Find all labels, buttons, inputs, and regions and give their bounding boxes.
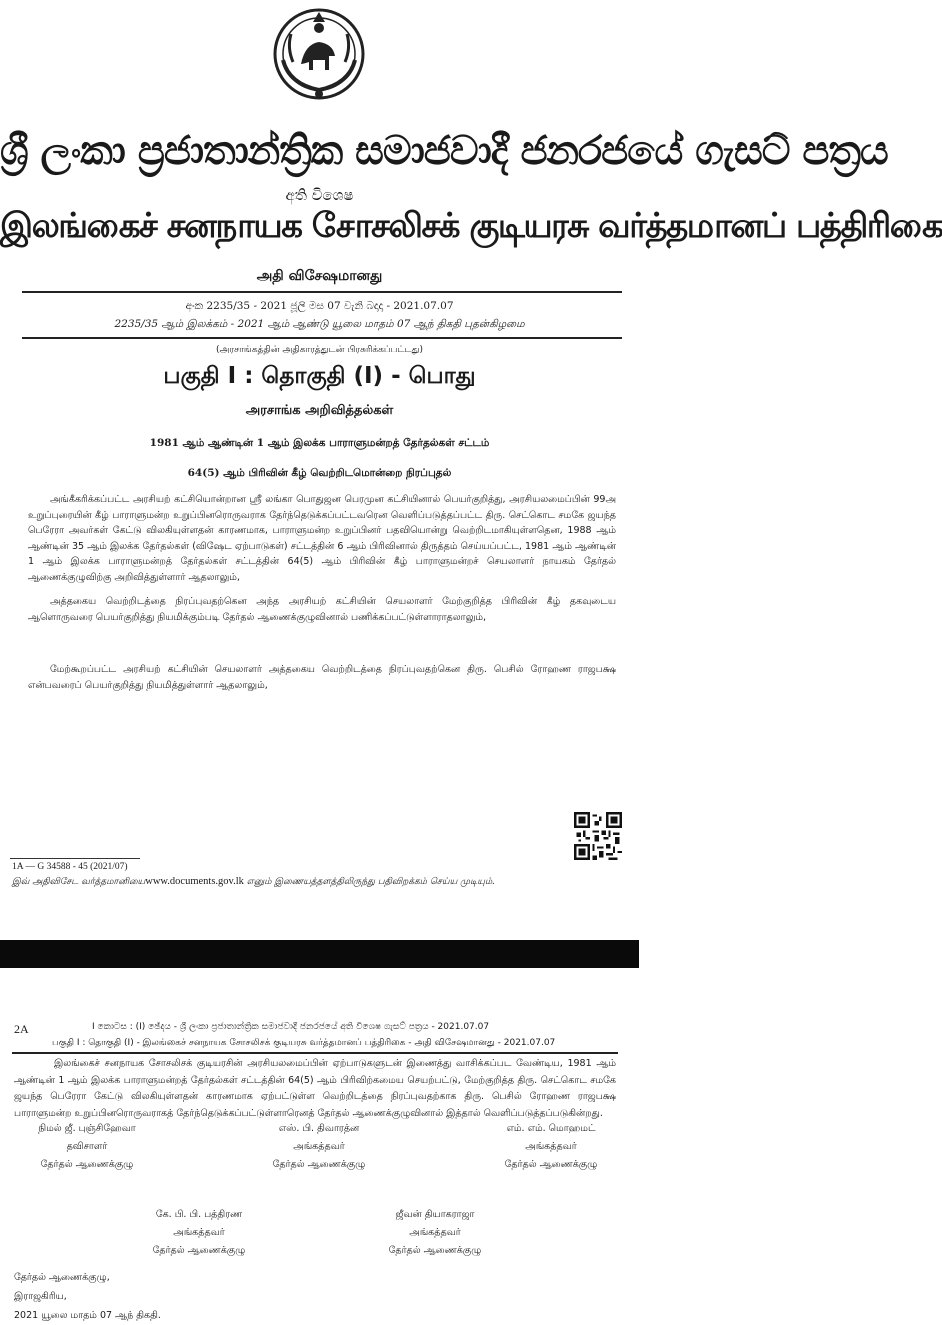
notice-paragraph: மேற்கூறப்பட்ட அரசியற் கட்சியின் செயலாளர் அத்தகைய வெற்றிடத்தை நிரப்புவதற்கென திரு. பெசில் ரோஹண ராஜபக்ஷ என்பவரைப் பெயர்குறித்து நியமித்துள்ளார் ஆதலாலும், xyxy=(28,664,616,691)
divider xyxy=(12,1052,618,1054)
divider xyxy=(22,337,622,339)
notice-paragraph: அங்கீகரிக்கப்பட்ட அரசியற் கட்சியொன்றான ஸ்ரீ லங்கா பொதுஜன பெரமுன கட்சியினால் பெயர்குறித்து, அரசியலமைப்பின் 99அ உறுப்புரையின் கீழ் பாராளுமன்ற உறுப்பினரொருவராக தேர்ந்தெடுக்கப்பட்டவரென வெளிப்படுத்தப்பட்ட திரு. செட்கொட சமகே ஜயந்த பெரேரா அவர்கள் கேட்டு விலகியுள்ளதன் காரணமாக, பாராளுமன்ற உறுப்பினர் பதவியொன்று வெற்றிடமாகியுள்ளதென, 1988 ஆம் ஆண்டின் 35 ஆம் இலக்க தேர்தல்கள் (விஷேட ஏற்பாடுகள்) சட்டத்தின் 6 ஆம் பிரிவினால் திருத்தம் செய்யப்பட்ட, 1981 ஆம் ஆண்டின் 1 ஆம் இலக்க பாராளுமன்றத் தேர்தல்கள் சட்டத்தின் 64(5) ஆம் பிரிவின் கீழ் பாராளுமன்றச் செயலாளர் நாயகம் தேர்தல் ஆணைக்குழுவிற்கு அறிவித்துள்ளார் ஆதலாலும், xyxy=(28,494,616,583)
signatory-title: அங்கத்தவர் xyxy=(293,1141,345,1152)
closing-block xyxy=(14,1268,161,1325)
declaration-paragraph: இலங்கைச் சனநாயக சோசலிசக் குடியரசின் அரசியலமைப்பின் ஏற்பாடுகளுடன் இணைத்து வாசிக்கப்பட வேண்டிய, 1981 ஆம் ஆண்டின் 1 ஆம் இலக்க பாராளுமன்றத் தேர்தல்கள் சட்டத்தின் 64(5) ஆம் பிரிவிற்கமைய செயற்பட்டு, மேற்குறித்த திரு. செட்கொட சமகே ஜயந்த பெரேரா கேட்டு விலகியுள்ளதன் காரணமாக ஏற்பட்டுள்ள வெற்றிடத்தை நிரப்புவதற்காக திரு. பெசில் ரோஹண ராஜபக்ஷ பாராளுமன்ற உறுப்பினரொருவராகத் தேர்ந்தெடுக்கப்பட்டுள்ளாரெனத் தேர்தல் ஆணைக்குழுவினால் இத்தால் வெளிப்படுத்தப்படுகின்றது. xyxy=(14,1058,616,1119)
signatory-name: ஜீவன் தியாகராஜா xyxy=(395,1209,475,1220)
divider xyxy=(22,291,622,293)
signatory-body: தேர்தல் ஆணைக்குழு xyxy=(152,1245,246,1256)
closing-line: இராஜகிரிய, xyxy=(14,1291,67,1302)
signatory-name: நிமல் ஜீ. புஞ்சிஹேவா xyxy=(38,1123,136,1134)
running-header-sinhala: I කොටස : (I) ඡේදය - ශ්‍රී ලංකා ප්‍රජාතාන්ත්‍රික සමාජවාදී ජනරජයේ අති විශෙෂ ගැසට් පත්‍රය - 2021.07.07 xyxy=(92,1022,490,1032)
signatory xyxy=(466,1120,636,1174)
act-heading: 1981 ஆம் ஆண்டின் 1 ஆம் இலக்க பாராளுமன்றத் தேர்தல்கள் சட்டம் xyxy=(149,437,490,449)
qr-code-icon xyxy=(574,812,622,860)
signatory-name: கே. பி. பி. பத்திரண xyxy=(155,1209,243,1220)
authority-line: (அரசாங்கத்தின் அதிகாரத்துடன் பிரசுரிக்கப்பட்டது) xyxy=(216,345,423,355)
signatory-name: எஸ். பி. திவாரத்ன xyxy=(278,1123,360,1134)
signatory xyxy=(234,1120,404,1174)
closing-line: தேர்தல் ஆணைக்குழு, xyxy=(14,1272,110,1283)
footer-divider xyxy=(10,858,140,859)
page-separator xyxy=(0,940,639,968)
signatory-title: அங்கத்தவர் xyxy=(409,1227,461,1238)
download-note-text: இவ் அதிவிசேட வர்த்தமானியை xyxy=(12,877,146,887)
notices-heading: அரசாங்க அறிவித்தல்கள் xyxy=(245,403,394,418)
print-code: 1A — G 34588 - 45 (2021/07) xyxy=(12,862,128,872)
state-emblem xyxy=(269,4,369,104)
signatory xyxy=(2,1120,172,1174)
signatory-body: தேர்தல் ஆணைக்குழு xyxy=(272,1159,366,1170)
issue-line-tamil: 2235/35 ஆம் இலக்கம் - 2021 ஆம் ஆண்டு யூலை மாதம் 07 ஆந் திகதி புதன்கிழமை xyxy=(114,318,525,330)
signatory xyxy=(350,1206,520,1260)
signatory-body: தேர்தல் ஆணைக்குழு xyxy=(504,1159,598,1170)
signatory xyxy=(114,1206,284,1260)
notice-paragraph: அத்தகைய வெற்றிடத்தை நிரப்புவதற்கென அந்த அரசியற் கட்சியின் செயலாளர் மேற்குறித்த பிரிவின் கீழ் தகவுடைய ஆளொருவரை பெயர்குறித்து நியமிக்கும்படி தேர்தல் ஆணைக்குழுவினால் பணிக்கப்பட்டுள்ளாராதலாலும், xyxy=(28,596,616,623)
gazette-title-tamil: இலங்கைச் சனநாயக சோசலிசக் குடியரசு வர்த்தமானப் பத்திரிகை xyxy=(0,206,942,246)
running-header-tamil: பகுதி I : தொகுதி (I) - இலங்கைச் சனநாயக சோசலிசக் குடியரசு வர்த்தமானப் பத்திரிகை - அதி விசேஷமானது - 2021.07.07 xyxy=(52,1038,556,1048)
issue-line-sinhala: අංක 2235/35 - 2021 ජූලි මස 07 වැනි බදාදා - 2021.07.07 xyxy=(185,300,454,312)
part-title: பகுதி I : தொகுதி (I) - பொது xyxy=(163,363,476,389)
download-note-text: எனும் இணையத்தளத்திலிருந்து பதிவிறக்கம் செய்ய முடியும். xyxy=(246,877,496,887)
gazette-title-sinhala: ශ්‍රී ලංකා ප්‍රජාතාන්ත්‍රික සමාජවාදී ජනරජයේ ගැසට් පත්‍රය xyxy=(0,128,888,174)
signatory-title: அங்கத்தவர் xyxy=(173,1227,225,1238)
download-note xyxy=(12,876,612,888)
page-number: 2A xyxy=(14,1022,29,1036)
signatory-name: எம். எம். மொஹமட் xyxy=(506,1123,596,1134)
extraordinary-label-sinhala: අති විශෙෂ xyxy=(285,186,354,204)
section-heading: 64(5) ஆம் பிரிவின் கீழ் வெற்றிடமொன்றை நிரப்புதல் xyxy=(187,467,452,479)
signatory-title: அங்கத்தவர் xyxy=(525,1141,577,1152)
signatory-body: தேர்தல் ஆணைக்குழு xyxy=(40,1159,134,1170)
website-link[interactable]: www.documents.gov.lk xyxy=(145,876,244,887)
closing-line: 2021 யூலை மாதம் 07 ஆந் திகதி. xyxy=(14,1310,161,1321)
signatory-title: தவிசாளர் xyxy=(66,1141,108,1152)
extraordinary-label-tamil: அதி விசேஷமானது xyxy=(256,268,383,284)
signatory-body: தேர்தல் ஆணைக்குழு xyxy=(388,1245,482,1256)
